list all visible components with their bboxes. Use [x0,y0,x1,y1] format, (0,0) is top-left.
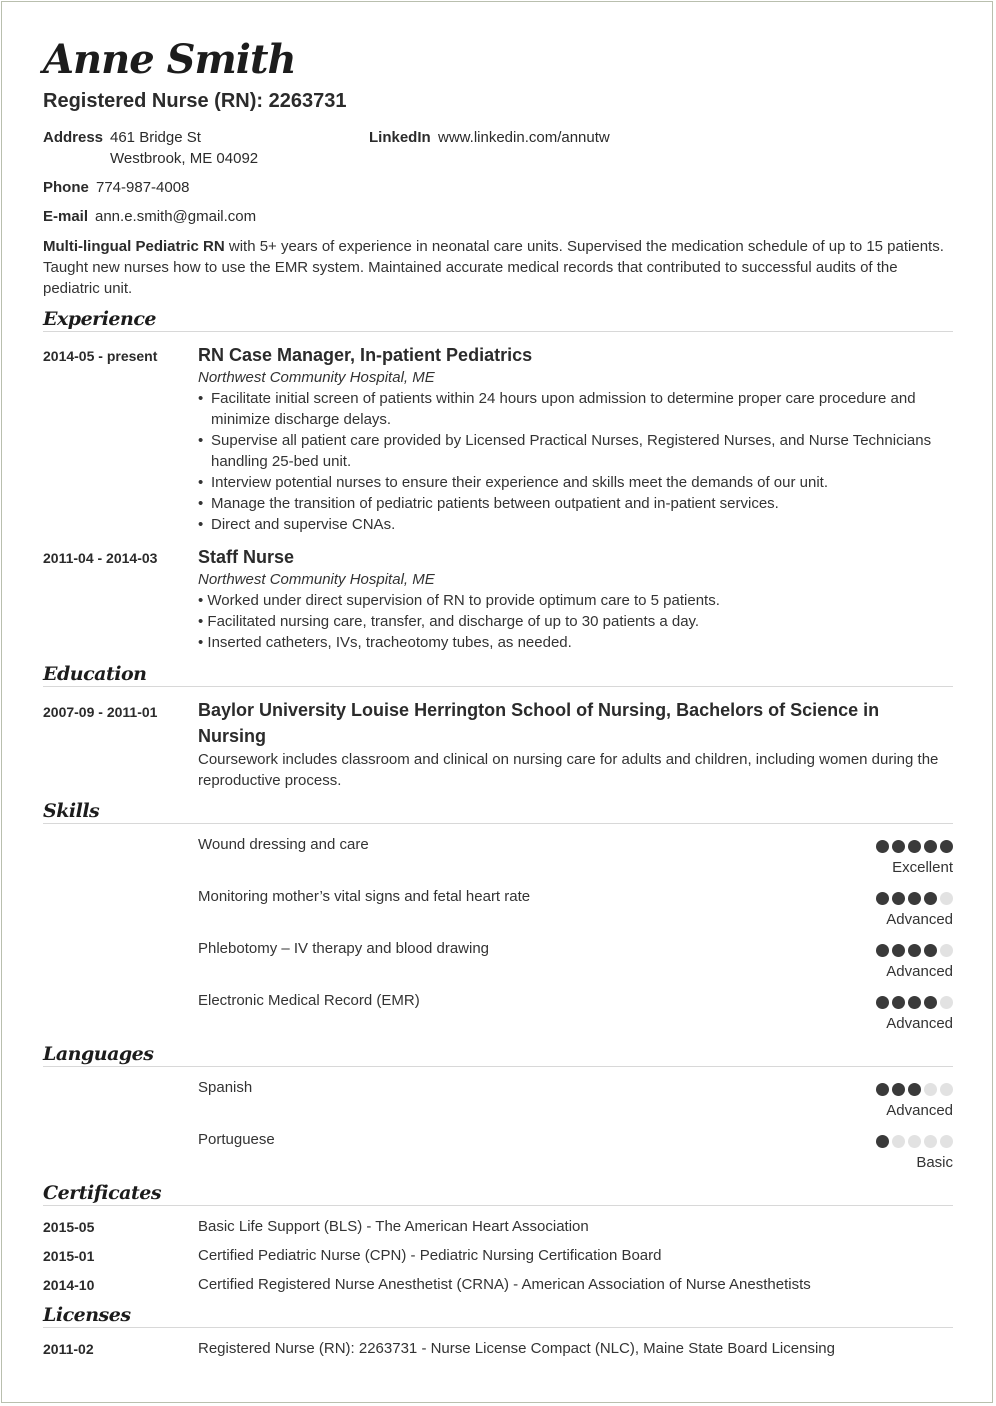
linkedin-label [369,127,431,148]
license-date: 2011-02 [43,1341,94,1357]
education-degree: Baylor University Louise Herrington School of Nursing, Bachelors of Science in Nursing [198,700,880,746]
address-block [43,127,103,148]
profile-summary [43,236,953,299]
skill-name: Wound dressing and care [198,836,369,853]
email-link[interactable]: ann.e.smith@gmail.com [95,208,257,225]
skill-name: Monitoring mother’s vital signs and fetal heart rate [198,888,531,905]
rating-dot-empty [940,1083,953,1096]
skill-rating [876,892,953,905]
skill-name: Electronic Medical Record (EMR) [198,992,420,1009]
skill-name: Phlebotomy – IV therapy and blood drawing [198,940,490,957]
certificate-date: 2015-05 [43,1219,95,1235]
section-title-education: Education [43,663,147,685]
rating-dot-empty [940,996,953,1009]
certificate-text: Certified Registered Nurse Anesthetist (CRNA) - American Association of Nurse Anesthetists [198,1276,811,1293]
phone-value: 774-987-4008 [96,179,190,196]
section-divider [43,686,953,687]
certificate-text: Basic Life Support (BLS) - The American Heart Association [198,1218,589,1235]
section-title-languages: Languages [43,1043,154,1065]
job-org: Northwest Community Hospital, ME [198,369,435,386]
rating-dot-empty [892,1135,905,1148]
email-label-text: E-mail [43,208,89,225]
license-text: Registered Nurse (RN): 2263731 - Nurse License Compact (NLC), Maine State Board Licensing [198,1340,835,1357]
skill-rating [876,944,953,957]
education-desc: Coursework includes classroom and clinical on nursing care for adults and children, including women during the reproductive process. [198,751,939,789]
rating-dot-filled [908,944,921,957]
language-name: Portuguese [198,1131,275,1148]
job-bullet: • Worked under direct supervision of RN to provide optimum care to 5 patients. [198,590,943,611]
rating-dot-filled [908,892,921,905]
job-role: Staff Nurse [198,547,295,567]
rating-dot-filled [892,1083,905,1096]
rating-dot-filled [892,944,905,957]
skill-rating [876,996,953,1009]
rating-dot-empty [940,1135,953,1148]
rating-dot-filled [924,944,937,957]
job-org: Northwest Community Hospital, ME [198,571,435,588]
rating-dot-filled [892,840,905,853]
skill-rating [876,840,953,853]
section-title-licenses: Licenses [43,1304,131,1326]
address-line2: Westbrook, ME 04092 [110,150,259,167]
job-bullet: • Interview potential nurses to ensure their experience and skills meet the demands of our unit. [211,472,943,493]
linkedin-link[interactable]: www.linkedin.com/annutw [438,129,610,146]
section-title-certificates: Certificates [43,1182,162,1204]
candidate-name: Anne Smith [43,36,296,83]
phone-label-text: Phone [43,179,89,196]
rating-dot-filled [876,944,889,957]
section-title-experience: Experience [43,308,156,330]
candidate-title: Registered Nurse (RN): 2263731 [43,90,347,112]
rating-dot-empty [924,1135,937,1148]
certificate-text: Certified Pediatric Nurse (CPN) - Pediatric Nursing Certification Board [198,1247,662,1264]
skill-level: Excellent [892,859,953,876]
job-bullet: • Facilitated nursing care, transfer, and discharge of up to 30 patients a day. [198,611,943,632]
rating-dot-filled [924,996,937,1009]
phone-label [43,177,89,198]
address-label: Address [43,129,104,146]
job-entry [198,545,943,653]
rating-dot-filled [876,840,889,853]
address-line1: 461 Bridge St [110,129,201,146]
section-divider [43,1205,953,1206]
job-bullet: • Supervise all patient care provided by Licensed Practical Nurses, Registered Nurses, and Nurse Technicians handling 25-bed unit. [211,430,943,472]
job-dates: 2014-05 - present [43,348,158,364]
job-bullet: • Manage the transition of pediatric patients between outpatient and in-patient services. [211,493,943,514]
rating-dot-filled [876,892,889,905]
job-entry [198,343,943,535]
rating-dot-filled [908,1083,921,1096]
job-bullet: • Direct and supervise CNAs. [211,514,943,535]
rating-dot-empty [940,944,953,957]
rating-dot-empty [940,892,953,905]
rating-dot-filled [876,996,889,1009]
section-divider [43,1066,953,1067]
education-entry [198,697,943,791]
rating-dot-filled [908,996,921,1009]
job-bullet: • Inserted catheters, IVs, tracheotomy tubes, as needed. [198,632,943,653]
section-divider [43,331,953,332]
rating-dot-filled [924,840,937,853]
skill-level: Advanced [886,1015,953,1032]
language-level: Basic [916,1154,953,1171]
summary-text: with 5+ years of experience in neonatal care units. Supervised the medication schedule of up to 15 patients. Taught new nurses how to use the EMR system. Maintained accurate medical records that contributed to successful audits of the pediatric unit. [43,238,944,297]
section-title-skills: Skills [43,800,100,822]
rating-dot-filled [892,892,905,905]
rating-dot-filled [940,840,953,853]
job-dates: 2011-04 - 2014-03 [43,550,158,566]
language-name: Spanish [198,1079,253,1096]
certificate-date: 2015-01 [43,1248,95,1264]
rating-dot-empty [924,1083,937,1096]
job-role: RN Case Manager, In-patient Pediatrics [198,345,533,365]
section-divider [43,1327,953,1328]
address-lines [110,127,258,169]
rating-dot-filled [876,1135,889,1148]
email-label [43,206,88,227]
certificate-date: 2014-10 [43,1277,95,1293]
summary-lead: Multi-lingual Pediatric RN [43,238,225,255]
rating-dot-filled [876,1083,889,1096]
language-level: Advanced [886,1102,953,1119]
language-rating [876,1135,953,1148]
rating-dot-filled [892,996,905,1009]
rating-dot-filled [908,840,921,853]
job-bullet: • Facilitate initial screen of patients within 24 hours upon admission to determine proper care procedure and minimize discharge delays. [211,388,943,430]
linkedin-label-text: LinkedIn [369,129,431,146]
section-divider [43,823,953,824]
rating-dot-empty [908,1135,921,1148]
skill-level: Advanced [886,911,953,928]
job-bullets [198,590,943,653]
rating-dot-filled [924,892,937,905]
language-rating [876,1083,953,1096]
job-bullets [198,388,943,535]
skill-level: Advanced [886,963,953,980]
education-dates: 2007-09 - 2011-01 [43,704,158,720]
